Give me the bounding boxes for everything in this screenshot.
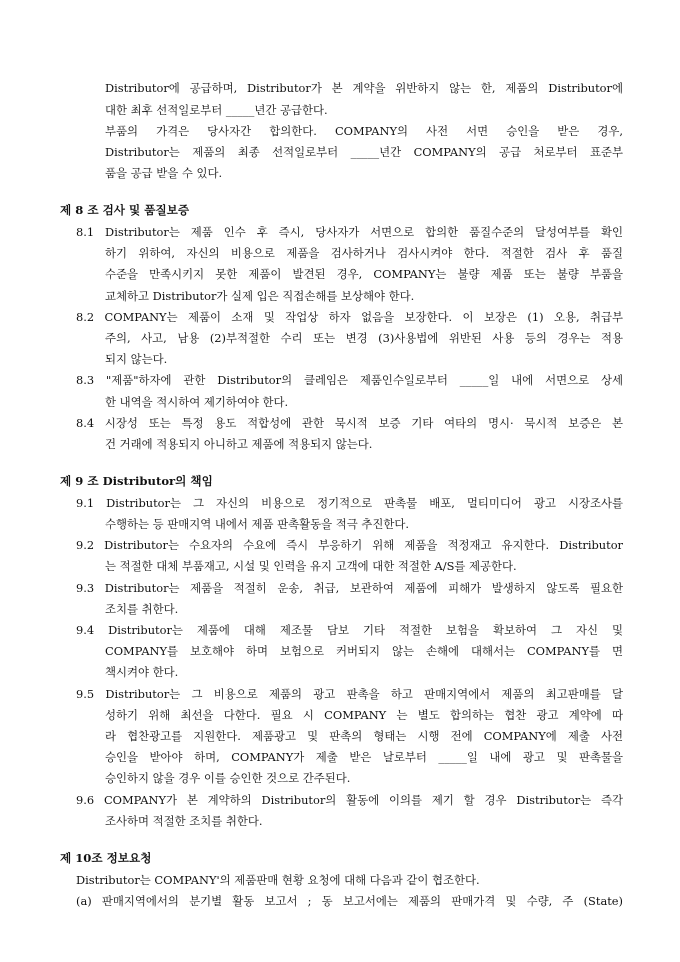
clause-8-4-line-2: 건 거래에 적용되지 아니하고 제품에 적용되지 않는다.: [105, 437, 373, 451]
clause-8-2-line-1: 8.2 COMPANY는 제품이 소재 및 작업상 하자 없음을 보장한다. 이 보장은 (1) 오용, 취급부: [76, 310, 623, 324]
clause-8-1-line-1: 8.1 Distributor는 제품 인수 후 즉시, 당사자가 서면으로 합의한 품질수준의 달성여부를 확인: [76, 225, 623, 239]
article-9-heading: 제 9 조 Distributor의 책임: [60, 474, 213, 488]
clause-9-1-line-2: 수행하는 등 판매지역 내에서 제품 판촉활동을 적극 추진한다.: [105, 517, 410, 531]
clause-8-3-line-2: 한 내역을 적시하여 제기하여야 한다.: [105, 395, 289, 409]
intro-line-1: Distributor에 공급하며, Distributor가 본 계약을 위반하지 않는 한, 제품의 Distributor에: [105, 81, 623, 95]
clause-9-5-line-4: 승인을 받아야 하며, COMPANY가 제출 받은 날로부터 _____일 내에 광고 및 판촉물을: [105, 750, 623, 764]
clause-9-3-line-2: 조치를 취한다.: [105, 602, 179, 616]
intro-line-2: 대한 최후 선적일로부터 _____년간 공급한다.: [105, 103, 328, 117]
intro-line-5: 품을 공급 받을 수 있다.: [105, 166, 223, 180]
clause-9-2-line-2: 는 적절한 대체 부품재고, 시설 및 인력을 유지 고객에 대한 적절한 A/S를 제공한다.: [105, 559, 517, 573]
article-10-line-2: (a) 판매지역에서의 분기별 활동 보고서 ; 동 보고서에는 제품의 판매가격 및 수량, 주 (State): [76, 894, 623, 908]
clause-9-5-line-1: 9.5 Distributor는 그 비용으로 제품의 광고 판촉을 하고 판매지역에서 제품의 최고판매를 달: [76, 687, 623, 701]
article-10-line-1: Distributor는 COMPANY'의 제품판매 현황 요청에 대해 다음과 같이 협조한다.: [76, 873, 480, 887]
clause-8-1-line-2: 하기 위하여, 자신의 비용으로 제품을 검사하거나 검사시켜야 한다. 적절한 검사 후 품질: [105, 246, 623, 260]
clause-9-5-line-3: 라 협찬광고를 지원한다. 제품광고 및 판촉의 형태는 시행 전에 COMPANY에 제출 사전: [105, 729, 623, 743]
clause-9-4-line-2: COMPANY를 보호해야 하며 보험으로 커버되지 않는 손해에 대해서는 COMPANY를 면: [105, 644, 623, 658]
clause-8-3-line-1: 8.3 "제품"하자에 관한 Distributor의 클레임은 제품인수일로부터 _____일 내에 서면으로 상세: [76, 373, 623, 387]
clause-9-6-line-1: 9.6 COMPANY가 본 계약하의 Distributor의 활동에 이의를 제기 할 경우 Distributor는 즉각: [76, 793, 623, 807]
clause-8-4-line-1: 8.4 시장성 또는 특정 용도 적합성에 관한 묵시적 보증 기타 여타의 명시· 묵시적 보증은 본: [76, 416, 623, 430]
clause-9-5-line-2: 성하기 위해 최선을 다한다. 필요 시 COMPANY 는 별도 합의하는 협찬 광고 계약에 따: [105, 708, 623, 722]
clause-9-3-line-1: 9.3 Distributor는 제품을 적절히 운송, 취급, 보관하여 제품에 피해가 발생하지 않도록 필요한: [76, 581, 623, 595]
clause-8-1-line-4: 교체하고 Distributor가 실제 입은 직접손해를 보상해야 한다.: [105, 289, 415, 303]
clause-9-2-line-1: 9.2 Distributor는 수요자의 수요에 즉시 부응하기 위해 제품을 적정재고 유지한다. Distributor: [76, 538, 623, 552]
clause-9-4-line-1: 9.4 Distributor는 제품에 대해 제조물 담보 기타 적절한 보험을 확보하여 그 자신 및: [76, 623, 623, 637]
intro-line-3: 부품의 가격은 당사자간 합의한다. COMPANY의 사전 서면 승인을 받은 경우,: [105, 124, 623, 138]
clause-9-4-line-3: 책시켜야 한다.: [105, 665, 179, 679]
article-10-heading: 제 10조 정보요청: [60, 851, 152, 865]
clause-8-2-line-2: 주의, 사고, 남용 (2)부적절한 수리 또는 변경 (3)사용법에 위반된 사용 등의 경우는 적용: [105, 331, 623, 345]
clause-9-1-line-1: 9.1 Distributor는 그 자신의 비용으로 정기적으로 판촉물 배포, 멀티미디어 광고 시장조사를: [76, 496, 623, 510]
clause-9-6-line-2: 조사하며 적절한 조치를 취한다.: [105, 814, 263, 828]
clause-9-5-line-5: 승인하지 않을 경우 이를 승인한 것으로 간주된다.: [105, 771, 351, 785]
clause-8-2-line-3: 되지 않는다.: [105, 352, 168, 366]
article-8-heading: 제 8 조 검사 및 품질보증: [60, 203, 190, 217]
clause-8-1-line-3: 수준을 만족시키지 못한 제품이 발견된 경우, COMPANY는 불량 제품 또는 불량 부품을: [105, 267, 623, 281]
intro-line-4: Distributor는 제품의 최종 선적일로부터 _____년간 COMPANY의 공급 처로부터 표준부: [105, 145, 623, 159]
